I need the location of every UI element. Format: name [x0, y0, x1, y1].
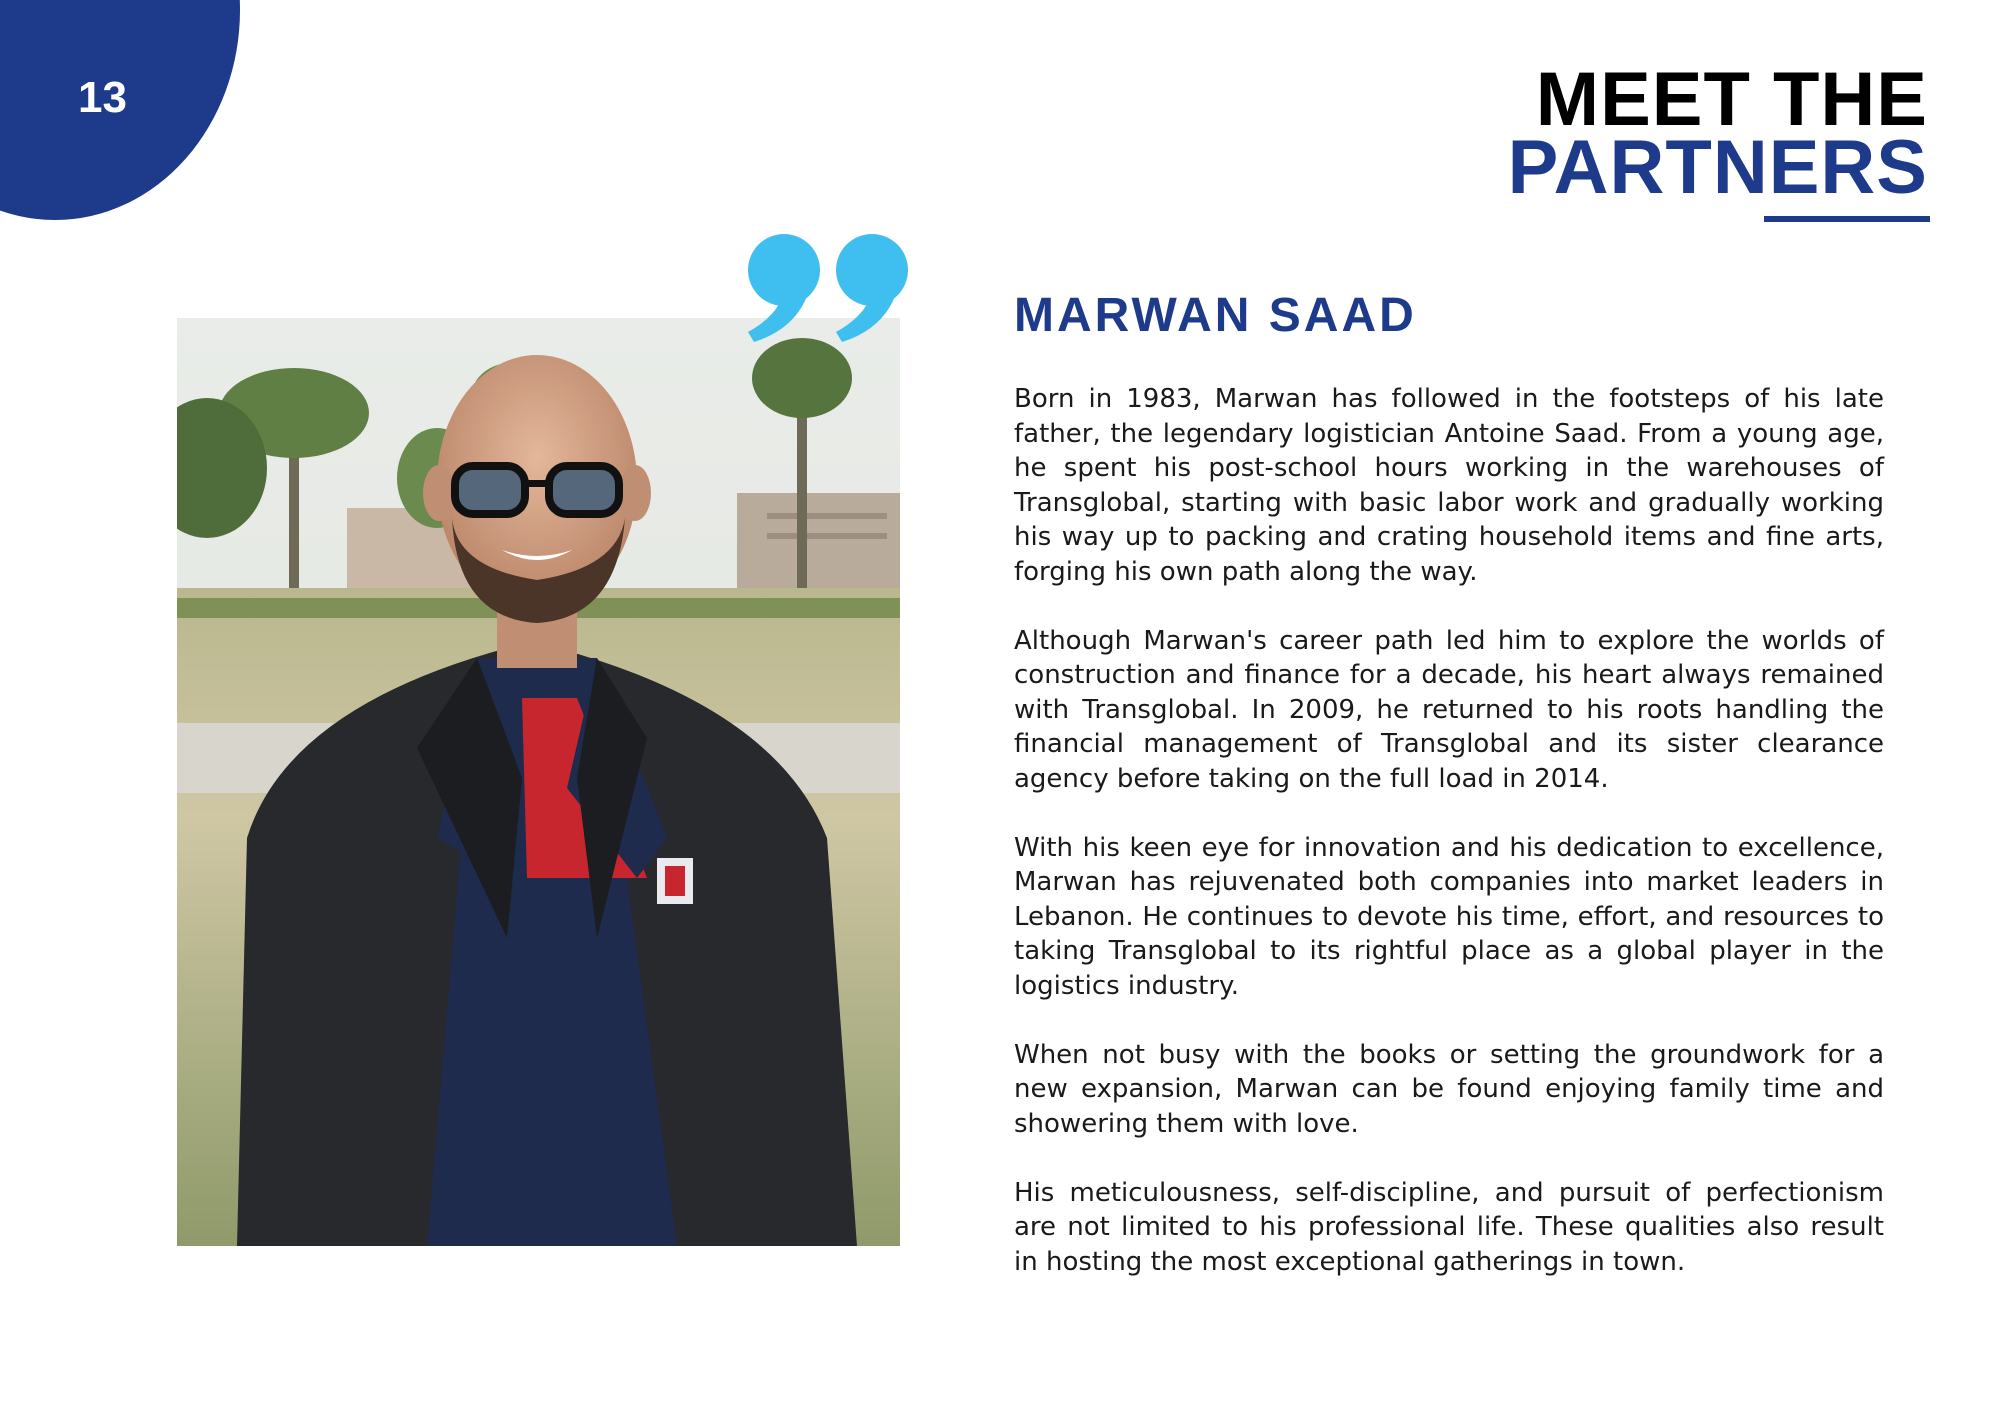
page-title-line-2: PARTNERS — [1507, 125, 1928, 210]
bio-paragraph: Born in 1983, Marwan has followed in the footsteps of his late father, the legendary logistician Antoine Saad. From a young age, he spent his post-school hours working in the warehouses of Transglobal, starting with basic labor work and gradually working his way up to packing and crating household items and fine arts, forging his own path along the way. — [1014, 384, 1884, 587]
closing-quote-icon — [742, 230, 914, 350]
title-underline — [1764, 216, 1930, 222]
page-title — [1507, 57, 1928, 210]
page-title-line-1: MEET THE — [1535, 57, 1928, 142]
partner-name: MARWAN SAAD — [1014, 289, 1417, 342]
partner-bio — [1014, 382, 1884, 1314]
bio-paragraph: Although Marwan's career path led him to explore the worlds of construction and finance for a decade, his heart always remained with Transglobal. In 2009, he returned to his roots handling the financial management of Transglobal and its sister clearance agency before taking on the full load in 2014. — [1014, 625, 1884, 794]
portrait-illustration — [177, 318, 900, 1246]
bio-paragraph: His meticulousness, self-discipline, and pursuit of perfectionism are not limited to his professional life. These qualities also result in hosting the most exceptional gatherings in town. — [1014, 1177, 1884, 1277]
page-number: 13 — [78, 73, 127, 122]
bio-paragraph: With his keen eye for innovation and his dedication to excellence, Marwan has rejuvenated both companies into market leaders in Lebanon. He continues to devote his time, effort, and resources to taking Transglobal to its rightful place as a global player in the logistics industry. — [1014, 832, 1884, 1001]
bio-paragraph: When not busy with the books or setting the groundwork for a new expansion, Marwan can be found enjoying family time and showering them with love. — [1014, 1039, 1884, 1139]
partner-portrait-photo — [177, 318, 900, 1246]
